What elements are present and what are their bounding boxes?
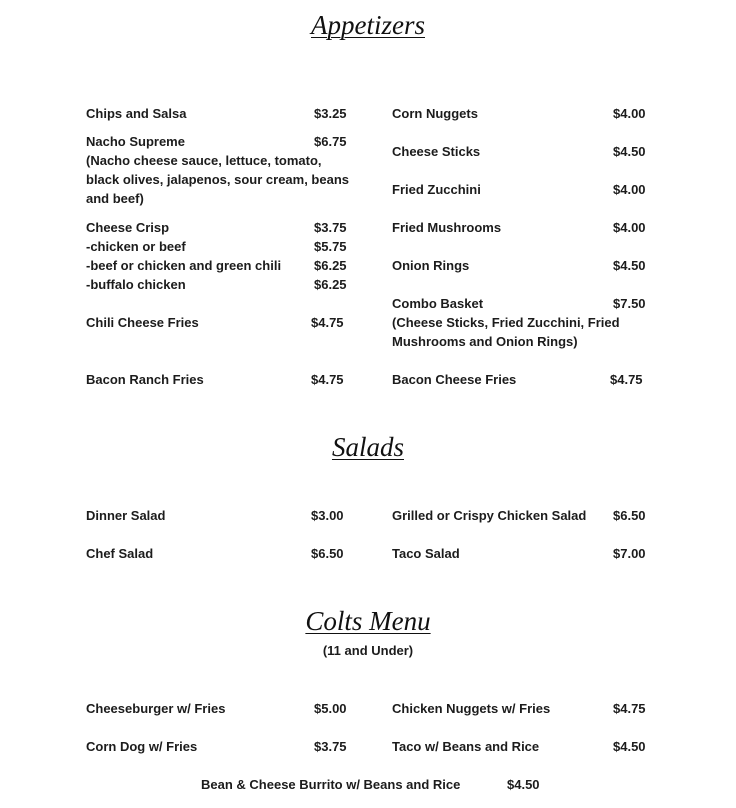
menu-item-price: $4.75 [311,315,344,330]
menu-item-name: Corn Dog w/ Fries [86,739,198,754]
menu-item-name: Bean & Cheese Burrito w/ Beans and Rice [201,777,461,792]
menu-item-price: $6.25 [314,258,347,273]
menu-item-description: Mushrooms and Onion Rings) [392,334,578,349]
menu-item-name: Chicken Nuggets w/ Fries [392,701,551,716]
menu-item-price: $3.00 [311,508,344,523]
menu-item-name: Corn Nuggets [392,106,478,121]
menu-item-description: black olives, jalapenos, sour cream, beans [86,172,350,187]
menu-item-price: $4.00 [613,220,646,235]
menu-item-price: $6.25 [314,277,347,292]
menu-item-name: Fried Zucchini [392,182,481,197]
menu-item-price: $3.25 [314,106,347,121]
menu-item-name: Chef Salad [86,546,154,561]
menu-item-name: Chili Cheese Fries [86,315,199,330]
menu-item-description: and beef) [86,191,144,206]
menu-item-variant: -beef or chicken and green chili [86,258,282,273]
menu-item-price: $7.50 [613,296,646,311]
menu-item-name: Cheese Crisp [86,220,170,235]
menu-item-price: $4.75 [311,372,344,387]
salads-heading: Salads [331,432,404,462]
menu-item-price: $5.00 [314,701,347,716]
menu-item-price: $4.00 [613,182,646,197]
menu-item-price: $4.00 [613,106,646,121]
menu-item-price: $4.50 [613,258,646,273]
menu-item-price: $4.75 [613,701,646,716]
menu-item-price: $7.00 [613,546,646,561]
colts-menu-subtitle: (11 and Under) [322,643,414,658]
menu-item-name: Combo Basket [392,296,484,311]
menu-item-name: Onion Rings [392,258,470,273]
menu-item-name: Bacon Ranch Fries [86,372,204,387]
colts-menu-heading: Colts Menu [305,606,431,636]
menu-item-price: $3.75 [314,739,347,754]
menu-item-name: Cheeseburger w/ Fries [86,701,226,716]
menu-item-price: $5.75 [314,239,347,254]
menu-item-description: (Nacho cheese sauce, lettuce, tomato, [86,153,322,168]
menu-item-price: $3.75 [314,220,347,235]
menu-item-price: $4.50 [613,739,646,754]
menu-item-name: Dinner Salad [86,508,166,523]
menu-item-name: Grilled or Crispy Chicken Salad [392,508,587,523]
menu-item-variant: -buffalo chicken [86,277,186,292]
menu-item-price: $6.50 [613,508,646,523]
menu-item-name: Chips and Salsa [86,106,187,121]
menu-item-price: $4.50 [613,144,646,159]
appetizers-heading: Appetizers [311,10,425,40]
menu-item-price: $6.75 [314,134,347,149]
menu-item-name: Bacon Cheese Fries [392,372,517,387]
menu-item-description: (Cheese Sticks, Fried Zucchini, Fried [392,315,620,330]
menu-item-price: $6.50 [311,546,344,561]
menu-item-variant: -chicken or beef [86,239,186,254]
menu-item-name: Cheese Sticks [392,144,481,159]
menu-item-name: Taco Salad [392,546,460,561]
menu-item-name: Nacho Supreme [86,134,185,149]
menu-item-name: Taco w/ Beans and Rice [392,739,540,754]
menu-item-name: Fried Mushrooms [392,220,502,235]
menu-item-price: $4.75 [610,372,643,387]
menu-item-price: $4.50 [507,777,540,792]
